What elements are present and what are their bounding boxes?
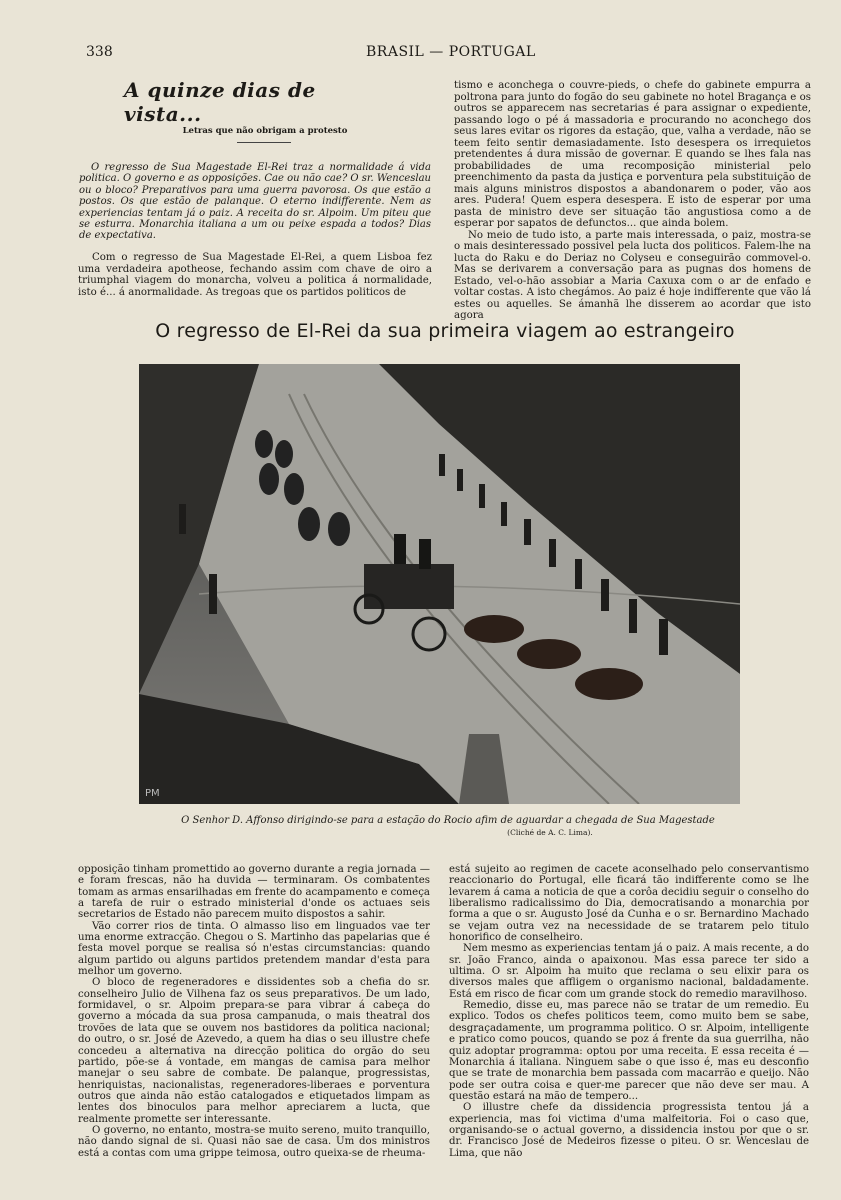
article-title: A quinze dias de vista... — [124, 78, 316, 126]
body-paragraph: O governo, no entanto, mostra-se muito sereno, muito tranquillo, não dando signal de si. Quasi não sae de casa. Um dos ministros está a contas com uma grippe teimosa, outro queixa-se de rheuma- — [78, 1124, 430, 1159]
body-paragraph: Vão correr rios de tinta. O almasso liso em linguados vae ter uma enorme extracção. Chegou o S. Martinho das papelarias que é festa movel porque se realisa só n'estas circumstancias: quando algum partido ou alguns partidos pretendem mandar d'esta para melhor um governo. — [78, 920, 430, 978]
body-paragraph: Nem mesmo as experiencias tentam já o paiz. A mais recente, a do sr. João Franco, ainda o apaixonou. Mas essa parece ter sido a ultima. O sr. Alpoim ha muito que reclama o seu elixir para os diversos males que affligem o organismo nacional, baldadamente. Está em risco de ficar com um grande stock do remedio maravilhoso. — [449, 943, 809, 1000]
feature-title: O regresso de El-Rei da sua primeira viagem ao estrangeiro — [155, 320, 735, 342]
lead-paragraph: O regresso de Sua Magestade El-Rei traz a normalidade á vida politica. O governo e as opposições. Cae ou não cae? O sr. Wenceslau ou o bloco? Preparativos para uma guerra pavorosa. Os que estão a postos. Os que estão de palanque. O eterno indifferente. Nem as experiencias tentam já o paiz. A receita do sr. Alpoim. Um piteu que se esturra. Monarchia italiana a um ou peixe espada a todos? Dias de expectativa. — [79, 162, 431, 242]
body-paragraph: está sujeito ao regimen de cacete aconselhado pelo conservantismo reaccionario do Portugal, elle ficará tão indifferente como se lhe levarem á cama a noticia de que a corôa decidiu seguir o conselho do liberalismo radicalissimo do Dia, democratisando a monarchia por forma a que o sr. Augusto José da Cunha e o sr. Bernardino Machado se vejam outra vez na necessidade de se tratarem pelo titulo honorifico de conselheiro. — [449, 864, 809, 944]
photo-caption: O Senhor D. Affonso dirigindo-se para a estação do Rocio afim de aguardar a chegada de Sua Magestade — [181, 815, 715, 826]
body-paragraph: O illustre chefe da dissidencia progressista tentou já a experiencia, mas foi victima d'uma malfeitoria. Foi o caso que, organisando-se o actual governo, a dissidencia instou por que o sr. dr. Francisco José de Medeiros fizesse o piteu. O sr. Wenceslau de Lima, que não — [449, 1102, 809, 1159]
article-right-column — [454, 80, 811, 322]
procession-photo — [139, 364, 740, 804]
body-paragraph: Remedio, disse eu, mas parece não se tratar de um remedio. Eu explico. Todos os chefes politicos teem, como muito bem se sabe, desgraçadamente, um programma politico. O sr. Alpoim, intelligente e pratico como poucos, quando se poz á frente da sua guerrilha, não quiz adoptar programma: optou por uma receita. E essa receita é — Monarchia á italiana. Ninguem sabe o que isso é, mas eu desconfio que se trate de monarchia bem passada com macarrão e queijo. Não pode ser outra coisa e quer-me parecer que não deve ser mau. A questão estará na mão de tempero... — [449, 1000, 809, 1102]
body-paragraph: opposição tinham promettido ao governo durante a regia jornada — e foram frescas, não ha duvida — terminaram. Os combatentes tomam as armas ensarilhadas em frente do acampamento e começa a tarefa de ruir o estrado ministerial d'onde os actuaes seis secretarios de Estado não parecem muito dispostos a sahir. — [78, 864, 430, 921]
body-paragraph: Com o regresso de Sua Magestade El-Rei, a quem Lisboa fez uma verdadeira apotheose, fechando assim com chave de oiro a triumphal viagem do monarcha, volveu a politica á normalidade, isto é... á anormalidade. As tregoas que os partidos politicos de — [78, 252, 432, 298]
article-subtitle: Letras que não obrigam a protesto — [182, 126, 348, 136]
article-lead — [79, 162, 431, 242]
body-paragraph: No meio de tudo isto, a parte mais interessada, o paiz, mostra-se o mais desinteressado possivel pela lucta dos politicos. Falem-lhe na lucta do Raku e do Deriaz no Colyseu e conseguirão commovel-o. Mas se derivarem a conversação para as pugnas dos homens de Estado, vel-o-hão assobiar a Maria Caxuxa com o ar de enfado e voltar costas. A isto chegámos. Ao paiz é hoje indifferente que vão lá estes ou aquelles. Se ámanhã lhe disserem ao acordar que isto agora — [454, 229, 811, 321]
photo-signature: PM — [145, 788, 160, 799]
feature-photo — [139, 364, 740, 804]
continuation-left-column — [78, 864, 430, 1159]
photo-credit: (Cliché de A. C. Lima). — [507, 828, 593, 837]
title-rule — [237, 142, 291, 143]
body-paragraph: O bloco de regeneradores e dissidentes sob a chefia do sr. conselheiro Julio de Vilhena faz os seus preparativos. De um lado, formidavel, o sr. Alpoim prepara-se para vibrar á cabeça do governo a mócada da sua prosa campanuda, o mais theatral dos trovões de lata que se ouvem nos bastidores da politica nacional; do outro, o sr. José de Azevedo, a quem ha dias o seu illustre chefe concedeu a alternativa na direcção politica do orgão do seu partido, põe-se á vontade, em mangas de camisa para melhor manejar o seu sabre de combate. De palanque, progressistas, henriquistas, nacionalistas, regeneradores-liberaes e porventura outros que ainda não estão catalogados e etiquetados limpam as lentes dos binoculos para melhor apreciarem a lucta, que realmente promette ser interessante. — [78, 977, 430, 1125]
body-paragraph: tismo e aconchega o couvre-pieds, o chefe do gabinete empurra a poltrona para junto do fogão do seu gabinete no hotel Bragança e os outros se apparecem nas secretarias é para assignar o expediente, passando logo o pé á massadoria e procurando no aconchego dos seus lares evitar os rigores da estação, que, valha a verdade, não se teem feito sentir demasiadamente. Isto desespera os irrequietos pretendentes á dura missão de governar. E quando se lhes fala nas probabilidades de uma recomposição ministerial pelo preenchimento da pasta da justiça e porventura pela substituição de mais alguns ministros dispostos a abandonarem o poder, vão aos ares. Pudera! Quem espera desespera. E isto de esperar por uma pasta de ministro deve ser situação tão angustiosa como a de esperar por sapatos de defunctos... que ainda bolem. — [454, 80, 811, 229]
running-head: BRASIL — PORTUGAL — [366, 44, 536, 60]
article-left-column — [78, 252, 432, 298]
page-number: 338 — [86, 44, 113, 60]
continuation-right-column — [449, 864, 809, 1159]
